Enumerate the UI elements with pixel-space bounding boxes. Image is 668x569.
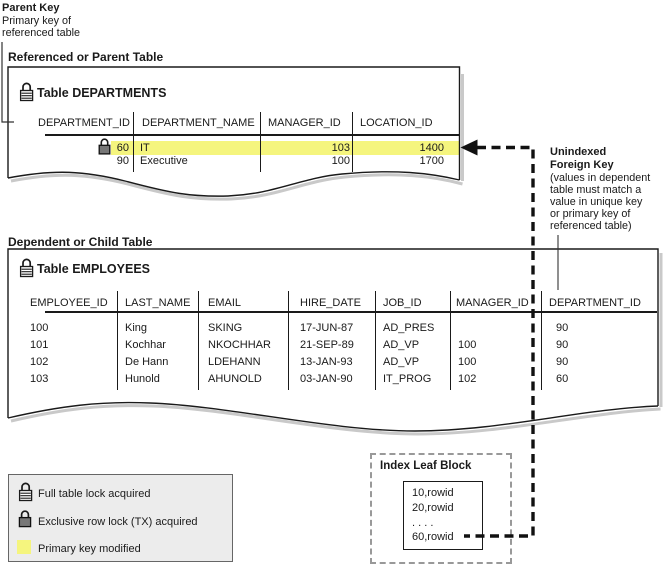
header-rule	[45, 311, 657, 313]
child-wave-shadow	[11, 406, 661, 434]
table-cell: NKOCHHAR	[208, 339, 271, 351]
column-header: LOCATION_ID	[360, 117, 433, 129]
index-entry: . . . .	[412, 517, 434, 529]
child-table-wave-edge	[8, 403, 658, 431]
table-cell: Executive	[140, 155, 188, 167]
table-cell: 60	[116, 142, 129, 154]
table-cell: 100	[30, 322, 49, 334]
legend-label: Full table lock acquired	[38, 488, 151, 500]
unindexed-fk-desc: (values in dependent	[550, 172, 651, 184]
column-divider	[352, 112, 353, 172]
legend-label: Exclusive row lock (TX) acquired	[38, 516, 198, 528]
column-header: DEPARTMENT_NAME	[142, 117, 255, 129]
column-header: DEPARTMENT_ID	[549, 297, 641, 309]
unindexed-fk-title: Unindexed	[550, 146, 607, 158]
column-divider	[198, 291, 199, 390]
unindexed-fk-note	[550, 146, 650, 232]
table-cell: 100	[458, 339, 477, 351]
table-cell: 03-JAN-90	[300, 373, 353, 385]
parent-key-note	[2, 2, 80, 39]
parent-key-note-line: referenced table	[2, 27, 81, 39]
table-cell: AD_PRES	[383, 322, 435, 334]
column-header: JOB_ID	[383, 297, 422, 309]
column-header: MANAGER_ID	[268, 117, 341, 129]
table-cell: 102	[30, 356, 49, 368]
unindexed-fk-desc: referenced table)	[550, 220, 632, 232]
table-cell: 100	[458, 356, 477, 368]
column-header: HIRE_DATE	[300, 297, 361, 309]
full-table-lock-icon	[19, 81, 34, 107]
table-cell: Hunold	[125, 373, 160, 385]
table-cell: 90	[116, 155, 129, 167]
index-leaf-block-title: Index Leaf Block	[380, 460, 472, 472]
table-cell: 1400	[419, 142, 444, 154]
child-section-label: Dependent or Child Table	[8, 235, 153, 249]
column-divider	[288, 291, 289, 390]
parent-section-label: Referenced or Parent Table	[8, 50, 164, 64]
table-cell: LDEHANN	[208, 356, 261, 368]
column-divider	[133, 112, 134, 172]
connector-arrowhead	[461, 140, 478, 156]
column-header: EMAIL	[208, 297, 242, 309]
table-cell: King	[125, 322, 148, 334]
table-cell: Kochhar	[125, 339, 166, 351]
parent-wave-shadow	[11, 175, 463, 199]
unindexed-fk-title: Foreign Key	[550, 159, 614, 171]
column-header: EMPLOYEE_ID	[30, 297, 108, 309]
table-cell: SKING	[208, 322, 243, 334]
column-divider	[260, 112, 261, 172]
parent-table-title: Table DEPARTMENTS	[37, 86, 167, 100]
dark-lock-icon	[18, 509, 32, 533]
full-table-lock-icon	[19, 257, 34, 283]
table-cell: 100	[331, 155, 350, 167]
table-cell: 17-JUN-87	[300, 322, 354, 334]
index-entry: 10,rowid	[412, 487, 454, 499]
index-entry: 20,rowid	[412, 502, 454, 514]
table-cell: AD_VP	[383, 356, 420, 368]
unindexed-fk-desc: table must match a	[550, 184, 642, 196]
legend-label: Primary key modified	[38, 543, 141, 555]
table-cell: AHUNOLD	[208, 373, 262, 385]
table-cell: 90	[556, 339, 569, 351]
table-cell: 90	[556, 322, 569, 334]
table-cell: 21-SEP-89	[300, 339, 354, 351]
index-entry: 60,rowid	[412, 531, 454, 543]
table-cell: IT_PROG	[383, 373, 432, 385]
column-header: DEPARTMENT_ID	[38, 117, 130, 129]
column-header: MANAGER_ID	[456, 297, 529, 309]
unindexed-fk-desc: value in unique key	[550, 196, 643, 208]
parent-key-note-line: Primary key of	[2, 15, 71, 27]
header-rule	[45, 134, 459, 136]
table-cell: AD_VP	[383, 339, 420, 351]
column-divider	[541, 291, 542, 390]
table-cell: 103	[331, 142, 350, 154]
table-cell: 103	[30, 373, 49, 385]
parent-key-note-title: Parent Key	[2, 2, 60, 14]
table-cell: 1700	[419, 155, 444, 167]
table-cell: De Hann	[125, 356, 169, 368]
row-lock-icon	[98, 137, 111, 160]
column-divider	[375, 291, 376, 390]
column-divider	[117, 291, 118, 390]
table-cell: 60	[556, 373, 569, 385]
column-header: LAST_NAME	[125, 297, 191, 309]
table-cell: 90	[556, 356, 569, 368]
child-table-title: Table EMPLOYEES	[37, 262, 150, 276]
unindexed-fk-desc: or primary key of	[550, 208, 631, 220]
table-cell: IT	[140, 142, 150, 154]
column-divider	[450, 291, 451, 390]
parent-table-wave-edge	[8, 172, 460, 196]
table-cell: 102	[458, 373, 477, 385]
table-cell: 13-JAN-93	[300, 356, 353, 368]
striped-lock-icon	[18, 481, 33, 507]
table-cell: 101	[30, 339, 49, 351]
highlight-swatch	[17, 540, 31, 554]
